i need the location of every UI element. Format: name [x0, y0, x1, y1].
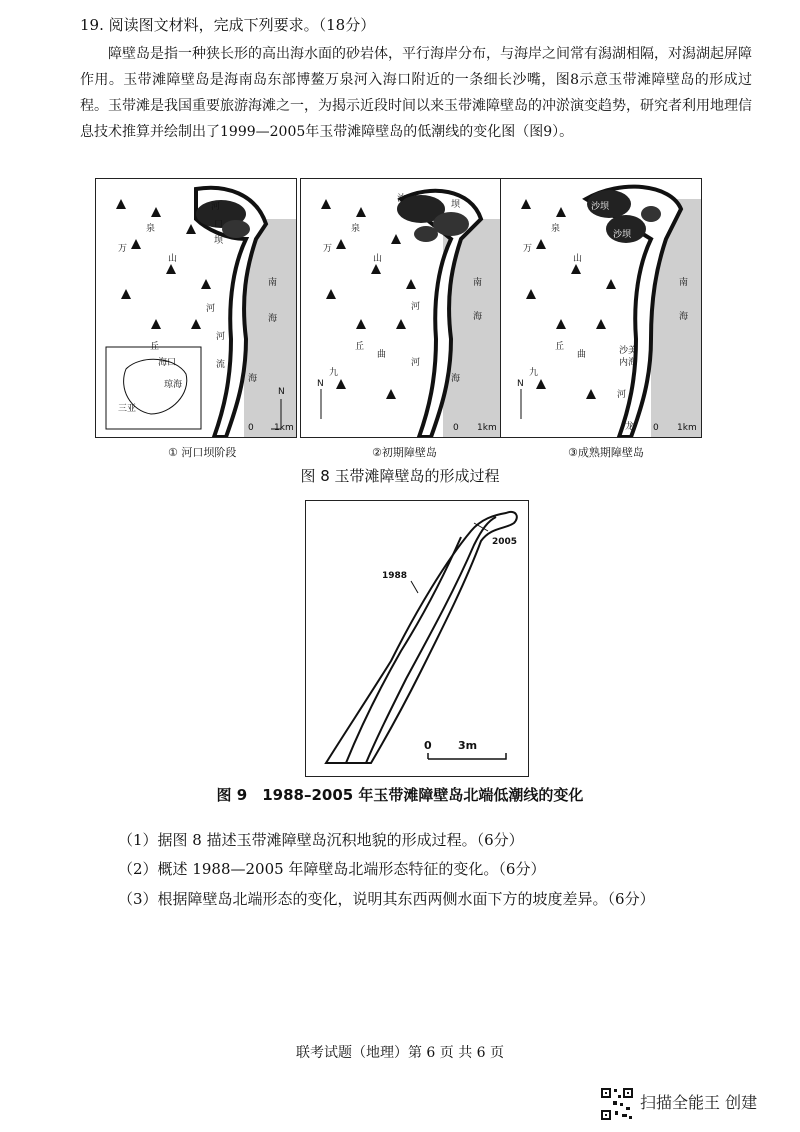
question-heading: 阅读图文材料，完成下列要求。（18分）: [108, 16, 376, 34]
sub-question-1: （1）据图 8 描述玉带滩障壁岛沉积地貌的形成过程。（6分）: [118, 831, 524, 849]
panel1-north: N: [278, 387, 285, 397]
panel2-label-he: 河: [411, 302, 421, 312]
panel2-label-wan: 万: [323, 244, 333, 254]
figure-9: [305, 500, 529, 777]
panel3-label-he: 河: [617, 390, 627, 400]
qr-code-icon: [600, 1087, 634, 1121]
question-number: 19.: [80, 16, 104, 34]
panel3-label-shaba2: 沙坝: [613, 230, 632, 240]
panel1-label-hai2: 海: [248, 374, 258, 384]
panel3-label-qu: 曲: [577, 350, 587, 360]
panel3-label-shamei: 沙美: [619, 346, 638, 356]
panel2-label-hai2: 海: [451, 374, 461, 384]
figure8-panel-2-map: [301, 179, 501, 437]
figure8-panel-3-map: [501, 179, 701, 437]
panel1-label-liu: 流: [216, 360, 226, 370]
panel1-scale-1km: 1km: [274, 423, 294, 433]
panel1-label-qiu: 丘: [150, 342, 160, 352]
inset-haikou: 海口: [158, 358, 177, 368]
inset-qionghai: 琼海: [164, 380, 183, 390]
panel2-label-hai: 海: [473, 312, 483, 322]
panel3-label-jiu: 九: [529, 368, 539, 378]
figure8-panel-3: [500, 178, 702, 438]
question-paragraph: 障壁岛是指一种狭长形的高出海水面的砂岩体，平行海岸分布，与海岸之间常有潟湖相隔，对潟湖起屏障作用。玉带滩障壁岛是海南岛东部博鳌万泉河入海口附近的一条细长沙嘴，图8示意玉带滩障壁岛的形成过程。玉带滩是我国重要旅游海滩之一，为揭示近段时间以来玉带滩障壁岛的冲淤演变趋势，研究者利用地理信息技术推算并绘制出了1999—2005年玉带滩障壁岛的低潮线的变化图（图9）。: [80, 46, 752, 140]
panel3-label-quan: 泉: [551, 224, 561, 234]
panel3-scale-1km: 1km: [677, 423, 697, 433]
panel3-label-nan: 南: [679, 278, 689, 288]
inset-sanya: 三亚: [118, 404, 137, 414]
panel3-label-neihai: 内海: [619, 358, 638, 368]
panel2-label-jiu: 九: [329, 368, 339, 378]
panel1-label-he: 河: [211, 202, 221, 212]
panel3-north: N: [517, 379, 524, 389]
panel2-label-qiu: 丘: [355, 342, 365, 352]
figure9-label-2005: 2005: [492, 537, 518, 547]
panel2-label-ba: 坝: [451, 200, 461, 210]
panel1-label-nan: 南: [268, 278, 278, 288]
panel2-scale-0: 0: [453, 423, 459, 433]
panel1-label-quan: 泉: [146, 224, 156, 234]
panel2-label-nan: 南: [473, 278, 483, 288]
panel3-label-shan: 山: [573, 254, 583, 264]
panel2-label-quan: 泉: [351, 224, 361, 234]
figure8-panel-1-map: [96, 179, 296, 437]
figure8-caption-1: ① 河口坝阶段: [168, 446, 237, 459]
figure8-title: 图 8 玉带滩障壁岛的形成过程: [300, 467, 500, 485]
panel1-label-wan: 万: [118, 244, 128, 254]
figure8-panel-1: [95, 178, 297, 438]
panel1-label-he2: 河: [206, 304, 216, 314]
panel1-label-shan: 山: [168, 254, 178, 264]
figure9-scale-0: 0: [424, 739, 432, 752]
figure8-caption-2: ②初期障壁岛: [372, 446, 437, 459]
panel1-scale-0: 0: [248, 423, 254, 433]
panel2-label-sha: 沙: [397, 194, 407, 204]
panel1-label-hai: 海: [268, 314, 278, 324]
panel3-label-long: 龙: [625, 422, 635, 432]
panel1-label-ba: 坝: [214, 236, 224, 246]
panel3-scale-0: 0: [653, 423, 659, 433]
panel2-label-he2: 河: [411, 358, 421, 368]
panel3-label-hai: 海: [679, 312, 689, 322]
panel3-label-shaba1: 沙坝: [591, 202, 610, 212]
panel2-label-qu: 曲: [377, 350, 387, 360]
scanner-watermark: 扫描全能王 创建: [640, 1093, 758, 1112]
panel2-north: N: [317, 379, 324, 389]
figure9-title: 图 9 1988–2005 年玉带滩障壁岛北端低潮线的变化: [216, 786, 584, 804]
panel2-label-shan: 山: [373, 254, 383, 264]
figure-8: [95, 178, 705, 440]
question-title: [80, 14, 375, 35]
page-footer: 联考试题（地理）第 6 页 共 6 页: [295, 1045, 505, 1061]
figure9-scale-3m: 3m: [458, 739, 478, 752]
panel3-label-qiu: 丘: [555, 342, 565, 352]
sub-question-2: （2）概述 1988—2005 年障壁岛北端形态特征的变化。（6分）: [118, 860, 546, 878]
sub-question-3: （3）根据障壁岛北端形态的变化，说明其东西两侧水面下方的坡度差异。（6分）: [118, 890, 655, 908]
figure9-label-1988: 1988: [382, 571, 408, 581]
panel2-scale-1km: 1km: [477, 423, 497, 433]
figure8-panel-2: [300, 178, 502, 438]
panel1-label-kou: 口: [214, 220, 224, 230]
panel3-label-wan: 万: [523, 244, 533, 254]
panel1-label-he3: 河: [216, 332, 226, 342]
figure8-caption-3: ③成熟期障壁岛: [568, 446, 644, 459]
